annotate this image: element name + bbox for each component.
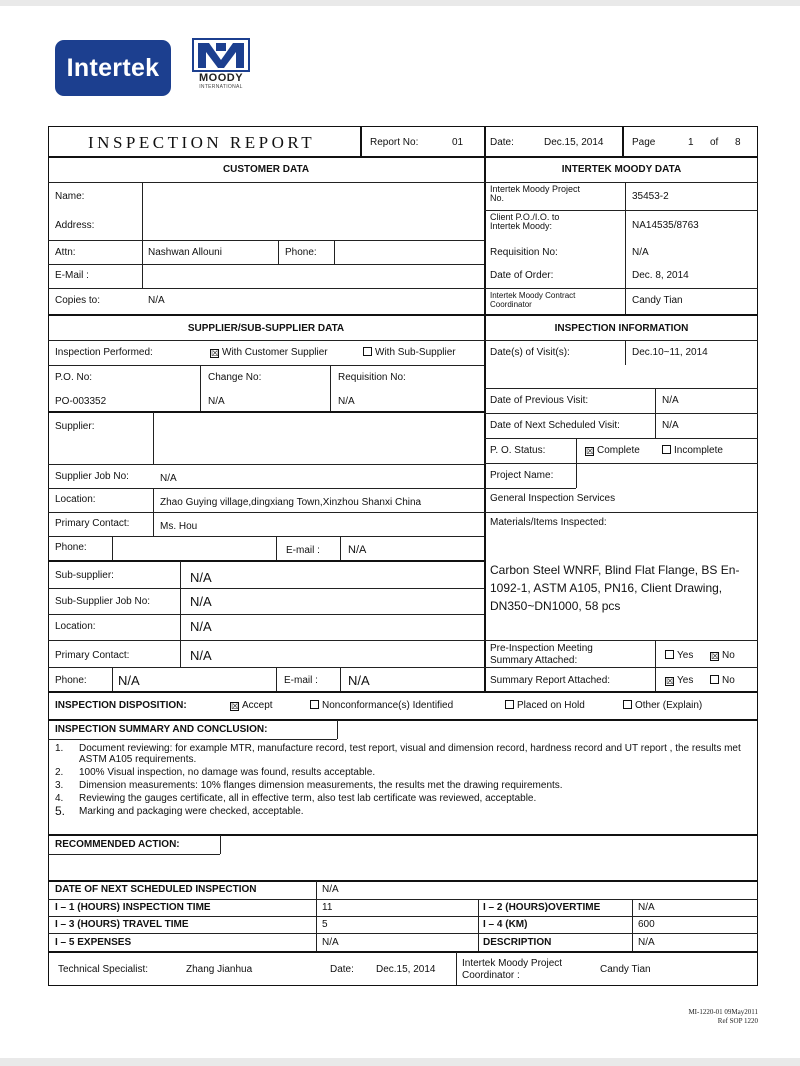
po-status-incomplete-checkbox[interactable]: Incomplete	[662, 445, 723, 457]
materials-label: Materials/Items Inspected:	[490, 517, 607, 528]
pre-inspection-no-checkbox[interactable]: ☒ No	[711, 650, 735, 661]
sub-supplier-email-label: E-mail :	[284, 675, 318, 686]
client-po-value: NA14535/8763	[632, 220, 699, 231]
report-no-label: Report No:	[370, 137, 419, 148]
empty-box-icon	[662, 445, 671, 454]
empty-box-icon	[623, 700, 632, 709]
contract-coordinator-value: Candy Tian	[632, 295, 683, 306]
description-label: DESCRIPTION	[483, 937, 552, 948]
attn-label: Attn:	[55, 247, 76, 258]
copies-label: Copies to:	[55, 295, 101, 306]
moody-emblem-icon	[192, 38, 250, 72]
order-date-value: Dec. 8, 2014	[632, 270, 689, 281]
previous-visit-label: Date of Previous Visit:	[490, 395, 589, 406]
moody-requisition-value: N/A	[632, 247, 649, 258]
supplier-job-label: Supplier Job No:	[55, 471, 129, 482]
summary-report-no-checkbox[interactable]: No	[710, 675, 735, 687]
sub-supplier-email-value: N/A	[348, 673, 370, 688]
supplier-email-value: N/A	[348, 544, 367, 556]
distance-label: I – 4 (KM)	[483, 919, 528, 930]
empty-box-icon	[505, 700, 514, 709]
sub-supplier-label: Sub-supplier:	[55, 570, 114, 581]
empty-box-icon	[363, 347, 372, 356]
inspection-performed-label: Inspection Performed:	[55, 347, 153, 358]
client-po-label: Client P.O./I.O. to Intertek Moody:	[490, 212, 560, 231]
report-date-value: Dec.15, 2014	[544, 137, 604, 148]
sub-supplier-value: N/A	[190, 570, 212, 585]
empty-box-icon	[665, 650, 674, 659]
disposition-accept-checkbox[interactable]: ☒ Accept	[231, 700, 273, 711]
disposition-other-checkbox[interactable]: Other (Explain)	[623, 700, 702, 712]
description-value: N/A	[638, 937, 655, 948]
intertek-logo: Intertek	[55, 40, 171, 96]
pre-inspection-yes-checkbox[interactable]: Yes	[665, 650, 693, 662]
supplier-phone-label: Phone:	[55, 542, 87, 553]
sub-supplier-job-value: N/A	[190, 594, 212, 609]
change-value: N/A	[208, 396, 225, 407]
pre-inspection-label: Pre-Inspection Meeting Summary Attached:	[490, 643, 593, 666]
po-value: PO-003352	[55, 396, 107, 407]
next-inspection-label: DATE OF NEXT SCHEDULED INSPECTION	[55, 884, 257, 895]
customer-email-label: E-Mail :	[55, 270, 89, 281]
copies-value: N/A	[148, 295, 165, 306]
supplier-data-heading: SUPPLIER/SUB-SUPPLIER DATA	[187, 323, 345, 334]
page-bottom-edge	[0, 1058, 800, 1066]
travel-time-label: I – 3 (HOURS) TRAVEL TIME	[55, 919, 189, 930]
po-status-complete-checkbox[interactable]: ☒ Complete	[586, 445, 640, 456]
empty-box-icon	[710, 675, 719, 684]
travel-time-value: 5	[322, 919, 328, 930]
po-label: P.O. No:	[55, 372, 93, 383]
summary-item: 4. Reviewing the gauges certificate, all in effective term, also test lab certificate was reviewed, acceptable.	[55, 793, 537, 804]
address-label: Address:	[55, 220, 95, 231]
inspection-time-value: 11	[322, 902, 333, 913]
supplier-location-label: Location:	[55, 494, 96, 505]
summary-label: INSPECTION SUMMARY AND CONCLUSION:	[55, 724, 268, 735]
signoff-date-label: Date:	[330, 964, 354, 975]
summary-report-label: Summary Report Attached:	[490, 675, 611, 686]
supplier-requisition-value: N/A	[338, 396, 355, 407]
supplier-email-label: E-mail :	[286, 545, 320, 556]
with-sub-supplier-checkbox[interactable]: With Sub-Supplier	[363, 347, 456, 359]
supplier-label: Supplier:	[55, 421, 95, 432]
summary-list	[55, 743, 753, 817]
page-top-edge	[0, 0, 800, 6]
next-visit-value: N/A	[662, 420, 679, 431]
previous-visit-value: N/A	[662, 395, 679, 406]
sub-supplier-location-label: Location:	[55, 621, 96, 632]
specialist-label: Technical Specialist:	[58, 964, 149, 975]
summary-report-yes-checkbox[interactable]: ☒ Yes	[666, 675, 694, 686]
overtime-label: I – 2 (HOURS)OVERTIME	[483, 902, 601, 913]
inspection-info-heading: INSPECTION INFORMATION	[554, 323, 689, 334]
overtime-value: N/A	[638, 902, 655, 913]
moody-logo: MOODY INTERNATIONAL	[190, 38, 252, 98]
supplier-contact-label: Primary Contact:	[55, 518, 130, 529]
disposition-label: INSPECTION DISPOSITION:	[55, 700, 187, 711]
sub-supplier-location-value: N/A	[190, 619, 212, 634]
visit-dates-value: Dec.10~11, 2014	[632, 347, 708, 358]
summary-item: 2. 100% Visual inspection, no damage was found, results acceptable.	[55, 767, 376, 778]
with-customer-supplier-checkbox[interactable]: ☒ With Customer Supplier	[211, 347, 328, 358]
next-inspection-value: N/A	[322, 884, 339, 895]
po-status-label: P. O. Status:	[490, 445, 546, 456]
order-date-label: Date of Order:	[490, 270, 554, 281]
expenses-label: I – 5 EXPENSES	[55, 937, 132, 948]
expenses-value: N/A	[322, 937, 339, 948]
sub-supplier-phone-value: N/A	[118, 673, 140, 688]
checked-box-icon: ☒	[231, 701, 240, 711]
page-total: 8	[735, 137, 741, 148]
summary-item: 1. Document reviewing: for example MTR, manufacture record, test report, visual and dimension record, hardness record and UT report , the results met ASTM A105 requirements.	[55, 743, 741, 765]
supplier-contact-value: Ms. Hou	[160, 521, 198, 532]
customer-data-heading: CUSTOMER DATA	[222, 164, 310, 175]
checked-box-icon: ☒	[586, 446, 595, 456]
recommended-action-label: RECOMMENDED ACTION:	[55, 839, 180, 850]
report-title: INSPECTION REPORT	[88, 133, 316, 152]
change-label: Change No:	[208, 372, 262, 383]
project-coordinator-value: Candy Tian	[600, 964, 651, 975]
signoff-date-value: Dec.15, 2014	[376, 964, 436, 975]
summary-item: 5. Marking and packaging were checked, acceptable.	[55, 804, 304, 818]
moody-data-heading: INTERTEK MOODY DATA	[561, 164, 682, 175]
form-reference: MI-1220-01 09May2011 Ref SOP 1220	[688, 1008, 758, 1025]
moody-requisition-label: Requisition No:	[490, 247, 558, 258]
attn-value: Nashwan Allouni	[148, 247, 222, 258]
page-number: 1	[688, 137, 694, 148]
inspection-time-label: I – 1 (HOURS) INSPECTION TIME	[55, 902, 211, 913]
disposition-hold-checkbox[interactable]: Placed on Hold	[505, 700, 585, 712]
project-name-value: General Inspection Services	[490, 493, 616, 504]
sub-supplier-job-label: Sub-Supplier Job No:	[55, 596, 151, 607]
summary-item: 3. Dimension measurements: 10% flanges dimension measurements, the results met the drawing requirements.	[55, 780, 563, 791]
date-label: Date:	[490, 137, 514, 148]
distance-value: 600	[638, 919, 655, 930]
materials-value: Carbon Steel WNRF, Blind Flat Flange, BS En-1092-1, ASTM A105, PN16, Client Drawing, DN350~DN1000, 58 pcs	[490, 563, 740, 613]
empty-box-icon	[310, 700, 319, 709]
contract-coordinator-label: Intertek Moody Contract Coordinator	[490, 291, 576, 309]
sub-supplier-contact-value: N/A	[190, 648, 212, 663]
supplier-job-value: N/A	[160, 473, 177, 484]
sub-supplier-contact-label: Primary Contact:	[55, 650, 130, 661]
project-no-value: 35453-2	[632, 191, 669, 202]
page-of: of	[710, 137, 719, 148]
customer-phone-label: Phone:	[285, 247, 317, 258]
disposition-nonconformance-checkbox[interactable]: Nonconformance(s) Identified	[310, 700, 453, 712]
checked-box-icon: ☒	[666, 676, 675, 686]
checked-box-icon: ☒	[711, 651, 720, 661]
report-no-value: 01	[452, 137, 464, 148]
next-visit-label: Date of Next Scheduled Visit:	[490, 420, 620, 431]
sub-supplier-phone-label: Phone:	[55, 675, 87, 686]
page-label: Page	[632, 137, 656, 148]
visit-dates-label: Date(s) of Visit(s):	[490, 347, 570, 358]
name-label: Name:	[55, 191, 85, 202]
project-no-label: Intertek Moody Project No.	[490, 184, 581, 203]
specialist-value: Zhang Jianhua	[186, 964, 253, 975]
supplier-location-value: Zhao Guying village,dingxiang Town,Xinzhou Shanxi China	[160, 497, 422, 508]
checked-box-icon: ☒	[211, 348, 220, 358]
project-name-label: Project Name:	[490, 470, 554, 481]
project-coordinator-label: Intertek Moody Project Coordinator :	[462, 958, 563, 981]
supplier-requisition-label: Requisition No:	[338, 372, 406, 383]
